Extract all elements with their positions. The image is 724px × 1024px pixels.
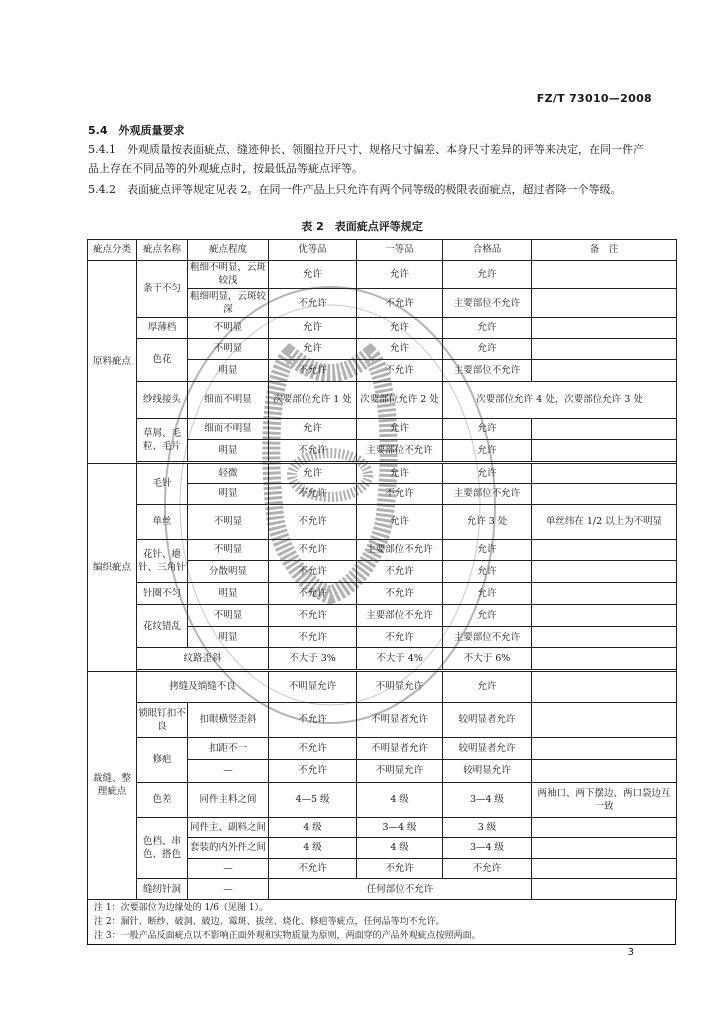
remarks-cell [532,539,677,561]
degree-cell: 明显 [188,582,269,605]
remarks-cell [532,289,677,318]
superior-cell: 不允许 [269,360,357,382]
category-sewing-finishing: 裁缝、整理疵点 [88,671,137,899]
degree-cell: 明显 [188,440,269,462]
first-grade-cell: 主要部位不允许 [357,539,443,561]
superior-cell: 允许 [269,338,357,360]
degree-cell: 不明显 [188,605,269,627]
superior-cell: 不允许 [269,582,357,605]
first-grade-cell: 不允许 [357,360,443,382]
superior-cell: 不大于 3% [269,648,357,670]
qualified-cell: 次要部位允许 4 处，次要部位允许 3 处 [443,381,677,418]
remarks-cell [532,702,677,737]
remarks-cell: 两袖口、两下摆边、两口袋边互一致 [532,782,677,817]
first-grade-cell: 不允许 [357,582,443,605]
first-grade-cell: 不允许 [357,626,443,648]
superior-cell: 4 级 [269,838,357,859]
page-number: 3 [627,947,634,958]
superior-cell: 允许 [269,463,357,484]
table-row [88,381,677,418]
remarks-cell [532,260,677,289]
first-grade-cell: 不明显者允许 [357,702,443,737]
table-row [88,338,677,360]
qualified-cell: 3 级 [443,817,532,838]
qualified-cell: 不大于 6% [443,648,532,670]
degree-cell: — [188,879,269,900]
remarks-cell [532,561,677,583]
superior-cell: 不允许 [269,484,357,505]
degree-cell: 扣距不一 [188,737,269,760]
remarks-cell [532,605,677,627]
first-grade-cell: 不允许 [357,561,443,583]
qualified-cell: 主要部位不允许 [443,626,532,648]
degree-cell: 扣眼横竖歪斜 [188,702,269,737]
degree-cell: 套装的内外件之间 [188,838,269,859]
degree-cell: 明显 [188,484,269,505]
superior-cell: 不允许 [269,539,357,561]
superior-cell: 不允许 [269,605,357,627]
qualified-cell: 允许 [443,440,532,462]
first-grade-cell: 4 级 [357,782,443,817]
first-grade-cell: 主要部位不允许 [357,440,443,462]
qualified-cell: 允许 [443,317,532,338]
remarks-cell [532,760,677,783]
defect-name: 厚薄档 [137,317,188,338]
header-degree: 疵点程度 [188,240,269,261]
superior-cell: 不允许 [269,289,357,318]
note-1: 注 1：次要部位为边缘处的 1/6（见图 1）。 [94,903,269,913]
table-header-row [88,240,677,261]
degree-cell: 分散明显 [188,561,269,583]
defect-name: 色档、串色、搭色 [137,817,188,879]
qualified-cell: 允许 [443,418,532,440]
defect-name: 花针、瘪针、三角针 [137,539,188,582]
degree-cell: 不明显 [188,504,269,539]
category-raw-material: 原料疵点 [88,260,137,463]
superior-cell: 允许 [269,260,357,289]
table-row [88,539,677,561]
first-grade-cell: 4 级 [357,838,443,859]
first-grade-cell: 允许 [357,463,443,484]
first-grade-cell: 不允许 [357,289,443,318]
first-grade-cell: 允许 [357,504,443,539]
defect-name: 色差 [137,782,188,817]
remarks-cell [532,484,677,505]
remarks-cell [532,671,677,702]
remarks-cell [532,879,677,900]
qualified-cell: 主要部位不允许 [443,360,532,382]
qualified-cell: 允许 [443,260,532,289]
defect-name: 单丝 [137,504,188,539]
first-grade-cell: 不大于 4% [357,648,443,670]
section-heading: 5.4 外观质量要求 [88,124,185,137]
degree-cell: 明显 [188,626,269,648]
defect-name: 草屑、毛粒、毛片 [137,418,188,461]
first-grade-cell: 不允许 [357,484,443,505]
defect-name: 条干不匀 [137,260,188,317]
table-notes [87,900,676,945]
qualified-cell: 3—4 级 [443,838,532,859]
remarks-cell [532,418,677,440]
all-grades-cell: 任何部位不允许 [269,879,532,900]
note-2: 注 2：漏针、断纱、破洞、破边、霉斑、拔丝、烧化、修疤等疵点，任何品等均不允许。 [94,917,445,927]
remarks-cell [532,737,677,760]
table-row [88,782,677,817]
header-qualified: 合格品 [443,240,532,261]
superior-cell: 不允许 [269,760,357,783]
first-grade-cell: 不明显允许 [357,760,443,783]
first-grade-cell: 允许 [357,260,443,289]
first-grade-cell: 允许 [357,317,443,338]
superior-cell: 不允许 [269,626,357,648]
clause-5-4-2: 5.4.2 表面疵点评等规定见表 2。在同一件产品上只允许有两个同等级的极限表面疵点，超过者降一个等级。 [88,183,622,196]
table-row [88,648,677,670]
qualified-cell: 允许 [443,338,532,360]
note-3: 注 3：一般产品反面疵点以不影响正面外观和实物质量为原则，两面穿的产品外观疵点按照两面。 [94,931,481,941]
qualified-cell: 允许 [443,463,532,484]
header-superior: 优等品 [269,240,357,261]
table-row [88,702,677,737]
defect-name: 纱线接头 [137,381,188,418]
qualified-cell: 主要部位不允许 [443,484,532,505]
standard-code: FZ/T 73010—2008 [536,92,652,105]
remarks-cell [532,463,677,484]
defect-name: 修疤 [137,737,188,782]
first-grade-cell: 3—4 级 [357,817,443,838]
remarks-cell: 单丝纬在 1/2 以上为不明显 [532,504,677,539]
remarks-cell [532,626,677,648]
superior-cell: 允许 [269,317,357,338]
degree-cell: 同件主、副料之间 [188,817,269,838]
remarks-cell [532,838,677,859]
first-grade-cell: 主要部位不允许 [357,605,443,627]
superior-cell: 4 级 [269,817,357,838]
remarks-cell [532,360,677,382]
superior-cell: 4—5 级 [269,782,357,817]
defect-name: 锁眼钉扣不良 [137,702,188,737]
remarks-cell [532,338,677,360]
header-remarks: 备 注 [532,240,677,261]
first-grade-cell: 允许 [357,418,443,440]
superior-cell: 不允许 [269,561,357,583]
defect-grading-table [87,239,677,900]
qualified-cell: 主要部位不允许 [443,289,532,318]
remarks-cell [532,440,677,462]
superior-cell: 次要部位允许 1 处 [269,381,357,418]
first-grade-cell: 不允许 [357,858,443,879]
header-first-grade: 一等品 [357,240,443,261]
defect-name: 纹路歪斜 [137,648,269,670]
table-row [88,504,677,539]
qualified-cell: 较明显者允许 [443,737,532,760]
qualified-cell: 不允许 [443,858,532,879]
superior-cell: 不允许 [269,504,357,539]
superior-cell: 不允许 [269,440,357,462]
remarks-cell [532,648,677,670]
degree-cell: — [188,760,269,783]
qualified-cell: 3—4 级 [443,782,532,817]
table-row [88,260,677,289]
degree-cell: 不明显 [188,539,269,561]
qualified-cell: 允许 [443,605,532,627]
qualified-cell: 允许 [443,582,532,605]
degree-cell: 粗细明显，云斑较深 [188,289,269,318]
superior-cell: 允许 [269,418,357,440]
qualified-cell: 允许 [443,561,532,583]
defect-name: 色花 [137,338,188,381]
table-row [88,817,677,838]
first-grade-cell: 不明显允许 [357,671,443,702]
remarks-cell [532,858,677,879]
degree-cell: 同件主料之间 [188,782,269,817]
table-row [88,582,677,605]
table-row [88,671,677,702]
remarks-cell [532,817,677,838]
category-knitting: 编织疵点 [88,463,137,671]
degree-cell: 细而不明显 [188,381,269,418]
defect-name: 针圈不匀 [137,582,188,605]
remarks-cell [532,317,677,338]
clause-5-4-1: 5.4.1 外观质量按表面疵点、缝迹伸长、领圈拉开尺寸、规格尺寸偏差、本身尺寸差异的评等来决定，在同一件产品上存在不同品等的外观疵点时，按最低品等疵点评等。 [88,143,644,175]
degree-cell: 明显 [188,360,269,382]
degree-cell: 不明显 [188,317,269,338]
defect-name: 拷缝及绱缝不良 [137,671,269,702]
table-row [88,463,677,484]
superior-cell: 不允许 [269,858,357,879]
qualified-cell: 允许 [443,671,532,702]
degree-cell: 细而不明显 [188,418,269,440]
table-row [88,879,677,900]
degree-cell: — [188,858,269,879]
degree-cell: 粗细不明显，云斑较浅 [188,260,269,289]
header-defect-name: 疵点名称 [137,240,188,261]
qualified-cell: 较明显允许 [443,760,532,783]
table-row [88,317,677,338]
superior-cell: 不允许 [269,737,357,760]
remarks-cell [532,582,677,605]
degree-cell: 轻微 [188,463,269,484]
superior-cell: 不明显允许 [269,671,357,702]
first-grade-cell: 不明显者允许 [357,737,443,760]
superior-cell: 不允许 [269,702,357,737]
qualified-cell: 允许 [443,539,532,561]
table-row [88,418,677,440]
first-grade-cell: 允许 [357,338,443,360]
defect-name: 毛针 [137,463,188,504]
header-category: 疵点分类 [88,240,137,261]
table-title: 表 2 表面疵点评等规定 [301,220,423,233]
table-row [88,605,677,627]
defect-name: 缝纫针洞 [137,879,188,900]
first-grade-cell: 次要部位允许 2 处 [357,381,443,418]
qualified-cell: 较明显者允许 [443,702,532,737]
defect-name: 花纹错乱 [137,605,188,648]
qualified-cell: 允许 3 处 [443,504,532,539]
degree-cell: 不明显 [188,338,269,360]
table-row [88,737,677,760]
